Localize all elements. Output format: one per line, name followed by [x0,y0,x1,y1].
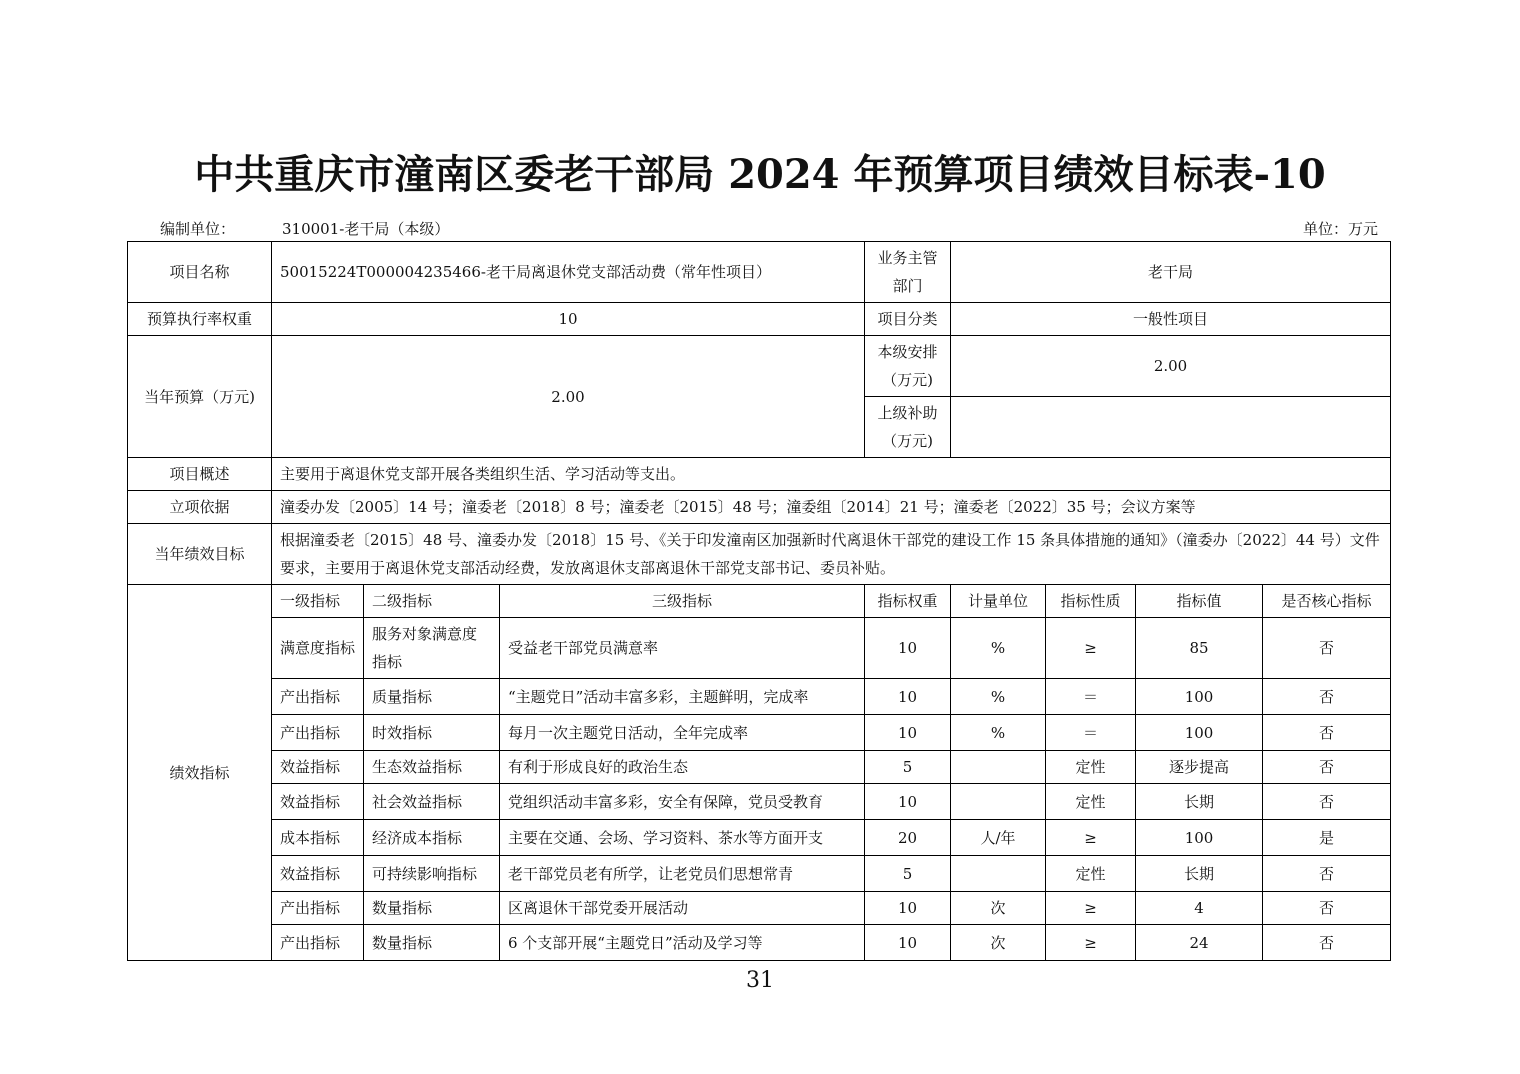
level1-cell: 产出指标 [272,715,364,751]
nature-cell: ≥ [1046,618,1136,679]
unit-cell: % [951,715,1046,751]
unit-cell: 人/年 [951,820,1046,856]
basis-label: 立项依据 [128,491,272,524]
budget-value: 2.00 [272,336,865,458]
table-row [128,892,1391,925]
level3-cell: “主题党日”活动丰富多彩，主题鲜明，完成率 [500,679,865,715]
nature-cell: ＝ [1046,679,1136,715]
target-cell: 24 [1136,925,1263,961]
overview-label: 项目概述 [128,458,272,491]
header-cell: 二级指标 [364,585,500,618]
basis-value: 潼委办发〔2005〕14 号；潼委老〔2018〕8 号；潼委老〔2015〕48 号；潼委组〔2014〕21 号；潼委老〔2022〕35 号；会议方案等 [272,491,1391,524]
header-cell: 一级指标 [272,585,364,618]
performance-table [127,241,1391,961]
goal-value: 根据潼委老〔2015〕48 号、潼委办发〔2018〕15 号、《关于印发潼南区加强新时代离退休干部党的建设工作 15 条具体措施的通知》（潼委办〔2022〕44 号）文件要求，主要用于离退休党支部活动经费，发放离退休支部离退休干部党支部书记、委员补贴。 [272,524,1391,585]
level3-cell: 受益老干部党员满意率 [500,618,865,679]
level1-cell: 满意度指标 [272,618,364,679]
unit-cell: 次 [951,892,1046,925]
target-cell: 100 [1136,679,1263,715]
table-row [128,925,1391,961]
level3-cell: 有利于形成良好的政治生态 [500,751,865,784]
level3-cell: 每月一次主题党日活动，全年完成率 [500,715,865,751]
nature-cell: ≥ [1046,892,1136,925]
nature-cell: ＝ [1046,715,1136,751]
table-row [128,679,1391,715]
nature-cell: ≥ [1046,820,1136,856]
core-cell: 是 [1263,820,1391,856]
core-cell: 否 [1263,679,1391,715]
weight-label: 预算执行率权重 [128,303,272,336]
unit-cell [951,751,1046,784]
weight-cell: 5 [865,751,951,784]
level2-cell: 时效指标 [364,715,500,751]
weight-cell: 10 [865,679,951,715]
level2-cell: 经济成本指标 [364,820,500,856]
unit-cell: % [951,618,1046,679]
nature-cell: 定性 [1046,784,1136,820]
unit-cell [951,784,1046,820]
target-cell: 85 [1136,618,1263,679]
table-row [128,715,1391,751]
level2-cell: 数量指标 [364,925,500,961]
weight-cell: 10 [865,892,951,925]
nature-cell: ≥ [1046,925,1136,961]
table-row [128,820,1391,856]
core-cell: 否 [1263,925,1391,961]
unit-cell [951,856,1046,892]
compile-unit-label: 编制单位： [160,220,236,238]
nature-cell: 定性 [1046,856,1136,892]
weight-value: 10 [272,303,865,336]
level1-cell: 产出指标 [272,679,364,715]
local-label: 本级安排（万元) [865,336,951,397]
local-value: 2.00 [951,336,1391,397]
core-cell: 否 [1263,715,1391,751]
level2-cell: 生态效益指标 [364,751,500,784]
weight-cell: 20 [865,820,951,856]
level2-cell: 服务对象满意度指标 [364,618,500,679]
level3-cell: 主要在交通、会场、学习资料、茶水等方面开支 [500,820,865,856]
header-cell: 指标权重 [865,585,951,618]
weight-cell: 10 [865,715,951,751]
header-cell: 指标性质 [1046,585,1136,618]
page-number: 31 [746,968,774,993]
table-row [128,784,1391,820]
level1-cell: 产出指标 [272,925,364,961]
core-cell: 否 [1263,856,1391,892]
level2-cell: 质量指标 [364,679,500,715]
currency-unit: 单位：万元 [1302,220,1378,238]
table-row [128,856,1391,892]
target-cell: 100 [1136,820,1263,856]
page-title: 中共重庆市潼南区委老干部局 2024 年预算项目绩效目标表-10 [194,151,1326,198]
target-cell: 逐步提高 [1136,751,1263,784]
category-value: 一般性项目 [951,303,1391,336]
overview-value: 主要用于离退休党支部开展各类组织生活、学习活动等支出。 [272,458,1391,491]
weight-cell: 5 [865,856,951,892]
table-row [128,618,1391,679]
level1-cell: 成本指标 [272,820,364,856]
level1-cell: 效益指标 [272,751,364,784]
dept-value: 老干局 [951,242,1391,303]
target-cell: 长期 [1136,856,1263,892]
core-cell: 否 [1263,784,1391,820]
core-cell: 否 [1263,751,1391,784]
level1-cell: 效益指标 [272,856,364,892]
level1-cell: 效益指标 [272,784,364,820]
core-cell: 否 [1263,618,1391,679]
weight-cell: 10 [865,925,951,961]
level3-cell: 6 个支部开展“主题党日”活动及学习等 [500,925,865,961]
target-cell: 100 [1136,715,1263,751]
level3-cell: 老干部党员老有所学，让老党员们思想常青 [500,856,865,892]
level1-cell: 产出指标 [272,892,364,925]
budget-label: 当年预算（万元) [128,336,272,458]
weight-cell: 10 [865,618,951,679]
nature-cell: 定性 [1046,751,1136,784]
level3-cell: 区离退休干部党委开展活动 [500,892,865,925]
weight-cell: 10 [865,784,951,820]
subsidy-label: 上级补助（万元) [865,397,951,458]
category-label: 项目分类 [865,303,951,336]
project-name-label: 项目名称 [128,242,272,303]
header-cell: 三级指标 [500,585,865,618]
project-name: 50015224T000004235466-老干局离退休党支部活动费（常年性项目） [272,242,865,303]
indicators-section-label: 绩效指标 [128,585,272,961]
target-cell: 长期 [1136,784,1263,820]
dept-label: 业务主管部门 [865,242,951,303]
level2-cell: 可持续影响指标 [364,856,500,892]
goal-label: 当年绩效目标 [128,524,272,585]
header-cell: 是否核心指标 [1263,585,1391,618]
header-cell: 计量单位 [951,585,1046,618]
header-cell: 指标值 [1136,585,1263,618]
level2-cell: 社会效益指标 [364,784,500,820]
target-cell: 4 [1136,892,1263,925]
table-row [128,751,1391,784]
compile-unit-value: 310001-老干局（本级） [282,220,450,238]
core-cell: 否 [1263,892,1391,925]
level3-cell: 党组织活动丰富多彩，安全有保障，党员受教育 [500,784,865,820]
level2-cell: 数量指标 [364,892,500,925]
unit-cell: 次 [951,925,1046,961]
unit-cell: % [951,679,1046,715]
subsidy-value [951,397,1391,458]
